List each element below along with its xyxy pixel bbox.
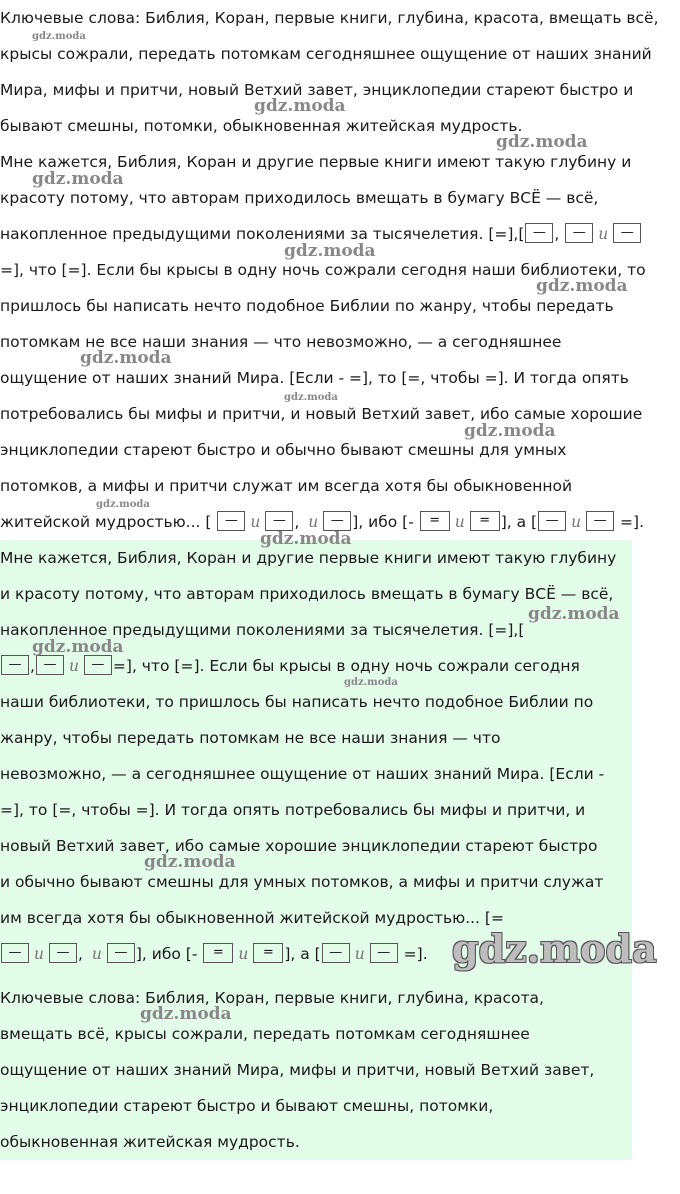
dash-box: — [84, 655, 112, 675]
keywords-line: Ключевые слова: Библия, Коран, первые книги, глубина, красота, вмещать всё, [0, 9, 659, 27]
scheme-text: ], а [ [284, 945, 321, 963]
text-line-with-scheme [0, 504, 644, 540]
answer-keywords-line: вмещать всё, крысы сожрали, передать потомкам сегодняшнее [0, 1025, 530, 1043]
scheme-text: ], а [ [500, 513, 538, 531]
watermark: gdz.moda [32, 31, 86, 42]
conjunction: и [34, 945, 44, 963]
watermark: gdz.moda [144, 852, 236, 872]
answer-keywords-line: ощущение от наших знаний Мира, мифы и притчи, новый Ветхий завет, [0, 1061, 595, 1079]
text-line-with-scheme [0, 216, 642, 252]
watermark: gdz.moda [284, 392, 338, 403]
text-line: красоту потому, что авторам приходилось вмещать в бумагу ВСЁ — всё, [0, 189, 599, 207]
watermark: gdz.moda [344, 677, 398, 688]
comma: , [294, 513, 300, 531]
eq-box: = [253, 943, 283, 963]
dash-box: — [107, 943, 135, 963]
keywords-line: крысы сожрали, передать потомкам сегодняшнее ощущение от наших знаний [0, 45, 652, 63]
comma: , [30, 657, 35, 675]
watermark: gdz.moda [32, 169, 124, 189]
conjunction: и [91, 945, 102, 963]
comma: , [554, 225, 560, 243]
answer-line: невозможно, — а сегодняшнее ощущение от наших знаний Мира. [Если - [0, 765, 605, 783]
conjunction: и [571, 513, 582, 531]
watermark: gdz.moda [80, 348, 172, 368]
watermark: gdz.moda [32, 637, 124, 657]
dash-box: — [1, 943, 29, 963]
conjunction: и [598, 225, 609, 243]
conjunction: и [238, 945, 249, 963]
dash-box: — [1, 655, 29, 675]
text-line: ощущение от наших знаний Мира. [Если - =], то [=, чтобы =]. И тогда опять [0, 369, 629, 387]
dash-box: — [565, 223, 593, 243]
answer-line: им всегда хотя бы обыкновенной житейской мудростью... [= [0, 909, 504, 927]
scheme-text: =]. [403, 945, 428, 963]
scheme-text: ], ибо [- [135, 945, 198, 963]
conjunction: и [250, 513, 261, 531]
dash-box: — [538, 511, 566, 531]
answer-line: и красоту потому, что авторам приходилось вмещать в бумагу ВСЁ — всё, [0, 585, 614, 603]
text-line: Мне кажется, Библия, Коран и другие первые книги имеют такую глубину и [0, 153, 632, 171]
answer-line-with-scheme [0, 936, 428, 972]
dash-box: — [49, 943, 77, 963]
watermark: gdz.moda [96, 499, 150, 510]
eq-box: = [470, 511, 500, 531]
eq-box: = [203, 943, 233, 963]
dash-box: — [525, 223, 553, 243]
dash-box: — [217, 511, 245, 531]
answer-keywords-line: обыкновенная житейская мудрость. [0, 1133, 300, 1151]
dash-box: — [323, 511, 351, 531]
answer-line: новый Ветхий завет, ибо самые хорошие энциклопедии стареют быстро [0, 837, 598, 855]
text-segment: =], что [=]. Если бы крысы в одну ночь сожрали сегодня [112, 657, 580, 675]
scheme-text: =]. [620, 513, 644, 531]
watermark: gdz.moda [254, 96, 346, 116]
watermark: gdz.moda [496, 132, 588, 152]
text-line: потомков, а мифы и притчи служат им всегда хотя бы обыкновенной [0, 477, 573, 495]
dash-box: — [586, 511, 614, 531]
conjunction: и [308, 513, 319, 531]
keywords-line: Мира, мифы и притчи, новый Ветхий завет, энциклопедии стареют быстро и [0, 81, 634, 99]
dash-box: — [265, 511, 293, 531]
answer-line: наши библиотеки, то пришлось бы написать нечто подобное Библии по [0, 693, 594, 711]
answer-line: =], то [=, чтобы =]. И тогда опять потребовались бы мифы и притчи, и [0, 801, 586, 819]
text-line: потомкам не все наши знания — что невозможно, — а сегодняшнее [0, 333, 562, 351]
scheme-text: ], ибо [- [352, 513, 414, 531]
dash-box: — [613, 223, 641, 243]
conjunction: и [68, 657, 79, 675]
dash-box: — [322, 943, 350, 963]
text-segment: накопленное предыдущими поколениями за тысячелетия. [=],[ [0, 225, 525, 243]
answer-line: накопленное предыдущими поколениями за тысячелетия. [=],[ [0, 621, 525, 639]
answer-keywords-line: Ключевые слова: Библия, Коран, первые книги, глубина, красота, [0, 989, 544, 1007]
text-line: потребовались бы мифы и притчи, и новый Ветхий завет, ибо самые хорошие [0, 405, 643, 423]
watermark: gdz.moda [536, 276, 628, 296]
watermark: gdz.moda [140, 1004, 232, 1024]
watermark: gdz.moda [528, 604, 620, 624]
answer-line: и обычно бывают смешны для умных потомков, а мифы и притчи служат [0, 873, 604, 891]
watermark: gdz.moda [284, 241, 376, 261]
watermark: gdz.moda [464, 421, 556, 441]
text-line: пришлось бы написать нечто подобное Библии по жанру, чтобы передать [0, 297, 614, 315]
answer-line-with-scheme [0, 648, 580, 684]
eq-box: = [420, 511, 450, 531]
keywords-line: бывают смешны, потомки, обыкновенная житейская мудрость. [0, 117, 523, 135]
dash-box: — [370, 943, 398, 963]
conjunction: и [354, 945, 365, 963]
watermark: gdz.moda [260, 529, 352, 549]
text-line: =], что [=]. Если бы крысы в одну ночь сожрали сегодня наши библиотеки, то [0, 261, 646, 279]
text-line: энциклопедии стареют быстро и обычно бывают смешны для умных [0, 441, 567, 459]
watermark-large: gdz.moda [452, 926, 657, 971]
answer-line: Мне кажется, Библия, Коран и другие первые книги имеют такую глубину [0, 549, 617, 567]
answer-keywords-line: энциклопедии стареют быстро и бывают смешны, потомки, [0, 1097, 494, 1115]
conjunction: и [454, 513, 465, 531]
comma: , [77, 945, 83, 963]
dash-box: — [36, 655, 64, 675]
text-segment: житейской мудростью... [ [0, 513, 212, 531]
answer-line: жанру, чтобы передать потомкам не все наши знания — что [0, 729, 501, 747]
